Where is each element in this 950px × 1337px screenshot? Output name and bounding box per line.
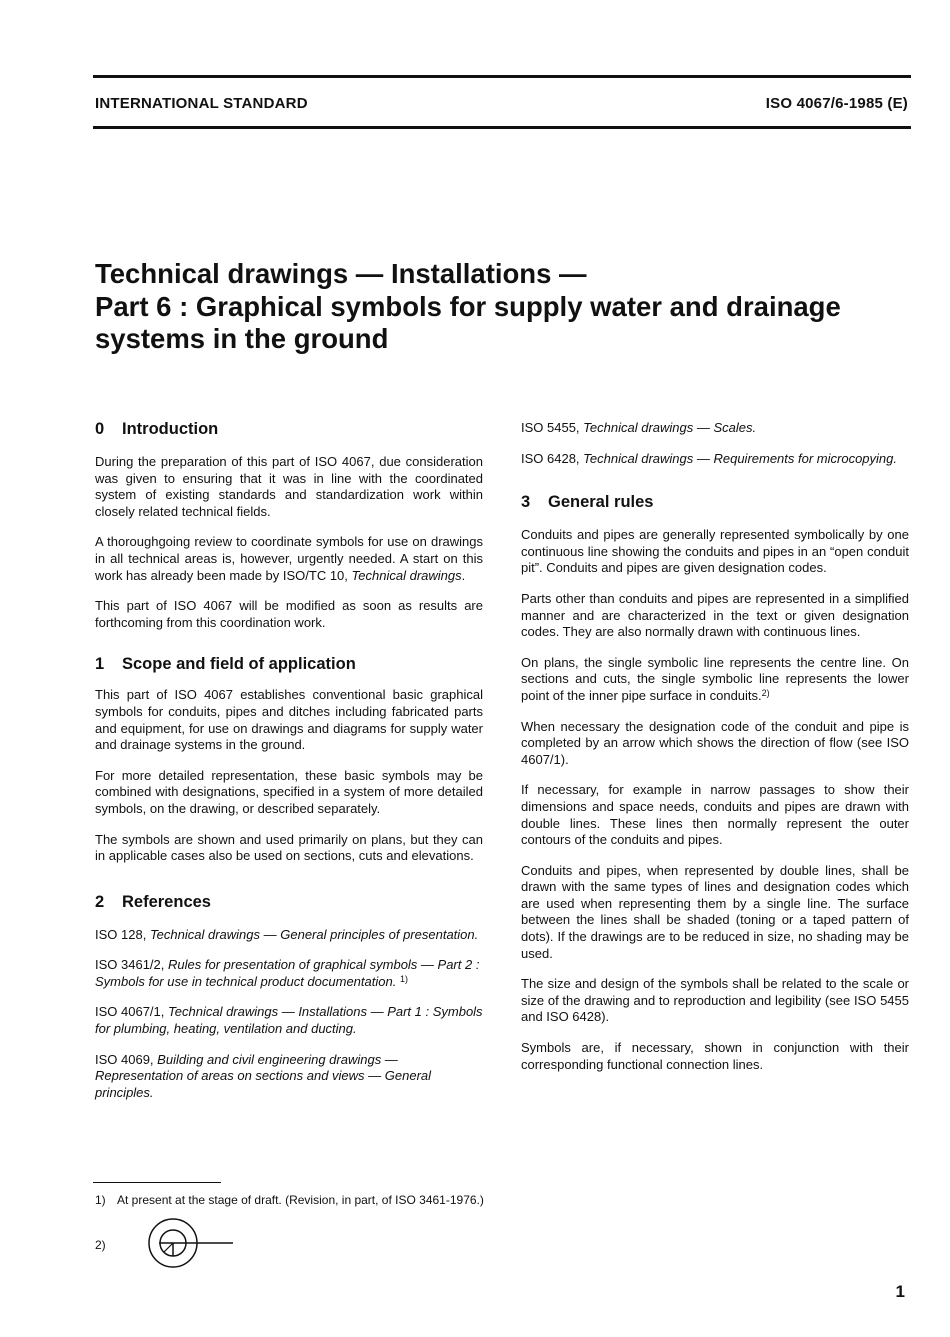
title-line-1: Technical drawings — Installations —	[95, 258, 587, 289]
intro-paragraph-2: A thoroughgoing review to coordinate symbols for use on drawings in all technical areas is, however, urgently needed. A start on this work has already been made by ISO/TC 10, Technical drawings.	[95, 534, 483, 583]
page-number: 1	[895, 1282, 905, 1301]
footnote-text: At present at the stage of draft. (Revision, in part, of ISO 3461-1976.)	[117, 1193, 484, 1207]
reference-item: ISO 4067/1, Technical drawings — Installations — Part 1 : Symbols for plumbing, heating, ventilation and ducting.	[95, 1004, 483, 1037]
section-title: Introduction	[122, 420, 219, 438]
rules-paragraph-4: When necessary the designation code of the conduit and pipe is completed by an arrow which shows the direction of flow (see ISO 4607/1).	[521, 718, 909, 767]
right-column	[521, 420, 909, 1073]
rules-paragraph-3: On plans, the single symbolic line represents the centre line. On sections and cuts, the single symbolic line represents the lower point of the inner pipe surface in conduits.$^{2)}$	[521, 654, 909, 703]
intro-paragraph-3: This part of ISO 4067 will be modified as soon as results are forthcoming from this coordination work.	[95, 598, 483, 630]
section-title: General rules	[548, 493, 654, 512]
section-heading-introduction	[95, 418, 483, 440]
header-document-number: ISO 4067/6-1985 (E)	[765, 95, 908, 112]
reference-item: ISO 5455, Technical drawings — Scales.	[521, 420, 757, 435]
rules-paragraph-1: Conduits and pipes are generally represented symbolically by one continuous line showing the conduits and pipes in an “open conduit pit”. Conduits and pipes are given designation codes.	[521, 527, 909, 576]
section-title: References	[122, 892, 211, 911]
footnote-mark: 1)	[95, 1193, 106, 1207]
title-line-3: systems in the ground	[95, 323, 389, 354]
rules-paragraph-8: Symbols are, if necessary, shown in conjunction with their corresponding functional connection lines.	[521, 1040, 909, 1072]
pipe-invert-symbol-icon	[143, 1218, 235, 1268]
section-number: 0	[95, 420, 105, 438]
rules-paragraph-6: Conduits and pipes, when represented by double lines, shall be drawn with the same types of lines and designation codes which are used when representing them by a single line. The surface between the lines shall be shaded (toning or a taped pattern of dots). If the drawings are to be reduced in size, no shading may be used.	[521, 862, 909, 961]
title-line-2: Part 6 : Graphical symbols for supply water and drainage	[95, 290, 841, 322]
intro-paragraph-1: During the preparation of this part of ISO 4067, due consideration was given to ensuring that it was in line with the coordinated system of existing standards and standardization work within closely related technical fields.	[95, 454, 483, 519]
header-top-rule	[93, 75, 911, 78]
section-number: 2	[95, 892, 105, 911]
scope-paragraph-3: The symbols are shown and used primarily on plans, but they can in applicable cases also be used on sections, cuts and elevations.	[95, 831, 483, 864]
section-title: Scope and field of application	[122, 655, 356, 674]
document-title	[95, 258, 925, 356]
rules-paragraph-5: If necessary, for example in narrow passages to show their dimensions and space needs, conduits and pipes are drawn with double lines. These lines then normally represent the outer contours of the conduits and pipes.	[521, 782, 909, 848]
reference-item: ISO 6428, Technical drawings — Requirements for microcopying.	[521, 450, 897, 466]
reference-item: ISO 3461/2, Rules for presentation of graphical symbols — Part 2 : Symbols for use in technical product documentation. $^{1)}$	[95, 957, 480, 989]
footnote-1	[95, 1193, 484, 1207]
footnote-2-mark: 2)	[95, 1238, 106, 1252]
header-standard-label: INTERNATIONAL STANDARD	[95, 95, 308, 112]
header-bottom-rule	[93, 126, 911, 129]
section-number: 1	[95, 655, 105, 674]
reference-item: ISO 4069, Building and civil engineering drawings — Representation of areas on sections and views — General principles.	[95, 1051, 432, 1100]
section-heading-references	[95, 891, 483, 913]
reference-item: ISO 128, Technical drawings — General principles of presentation.	[95, 926, 479, 942]
left-column	[95, 418, 483, 1101]
footnote-separator	[93, 1182, 221, 1183]
rules-paragraph-2: Parts other than conduits and pipes are represented in a simplified manner and are characterized in the text or given designation codes. They are also normally drawn with continuous lines.	[521, 590, 909, 640]
section-number: 3	[521, 493, 531, 512]
scope-paragraph-1: This part of ISO 4067 establishes conventional basic graphical symbols for conduits, pipes and ditches including fabricated parts and equipment, for use on drawings and diagrams for supply water and drainage systems in the ground.	[95, 687, 483, 753]
section-heading-general-rules	[521, 491, 909, 513]
rules-paragraph-7: The size and design of the symbols shall be related to the scale or size of the drawing and to reproduction and legibility (see ISO 5455 and ISO 6428).	[521, 976, 909, 1025]
section-heading-scope	[95, 653, 483, 675]
scope-paragraph-2: For more detailed representation, these basic symbols may be combined with designations, specified in a system of more detailed symbols, on the drawing, or described separately.	[95, 767, 483, 816]
